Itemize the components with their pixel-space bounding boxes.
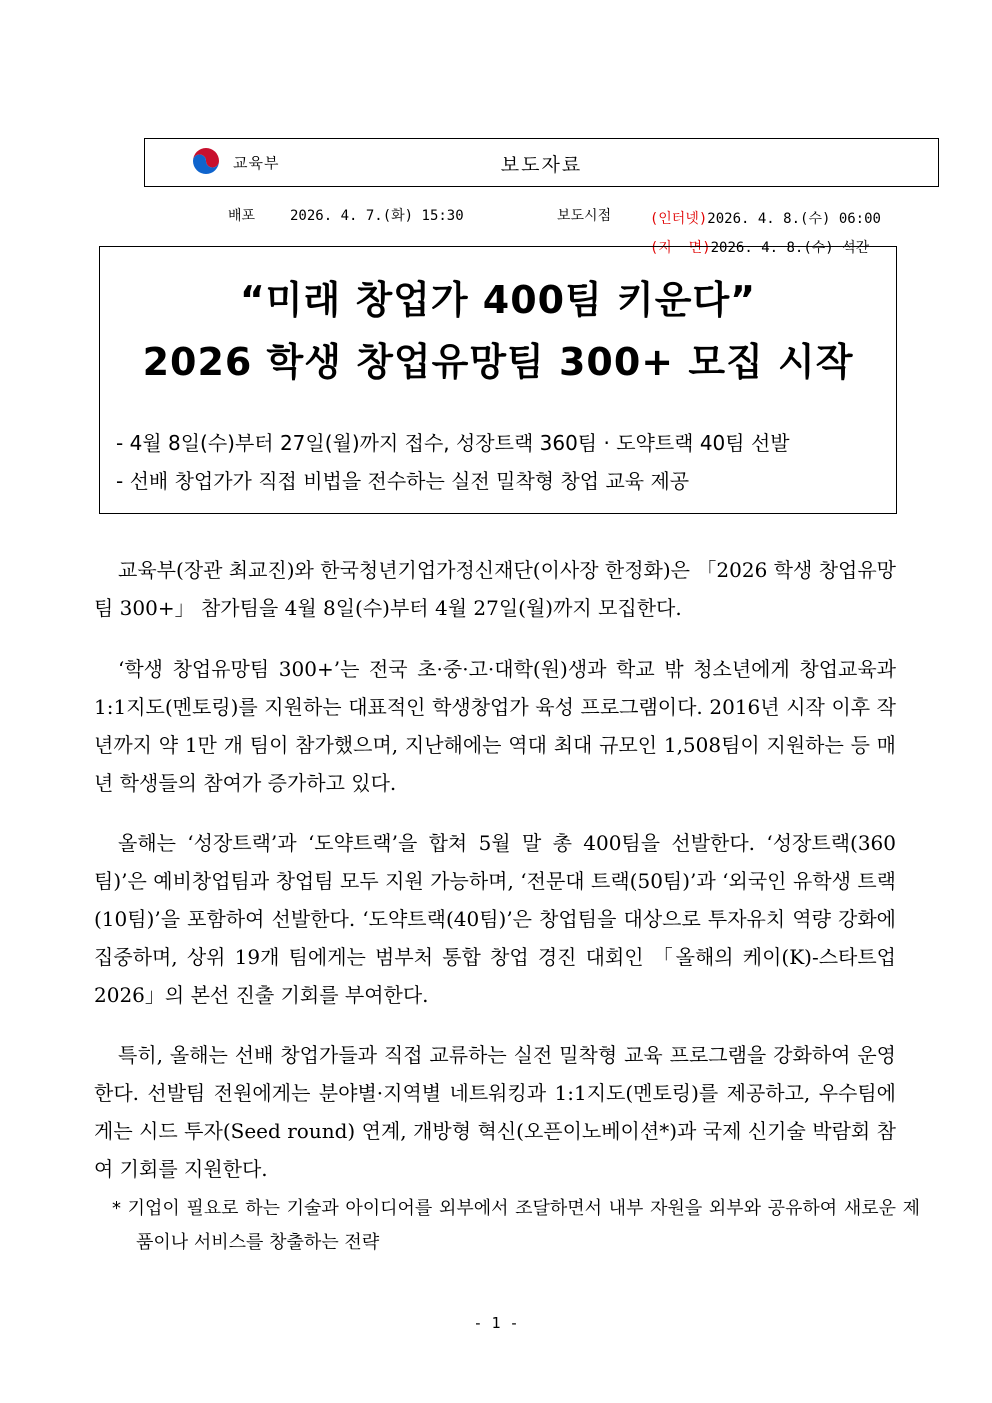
internet-label: (인터넷): [649, 211, 708, 227]
footnote: * 기업이 필요로 하는 기술과 아이디어를 외부에서 조달하면서 내부 자원을 외부와 공유하여 새로운 제품이나 서비스를 창출하는 전략: [112, 1198, 920, 1253]
paper-time: 2026. 4. 8.(수) 석간: [710, 240, 870, 256]
press-release-header: [144, 138, 939, 187]
distribution-time: 2026. 4. 7.(화) 15:30: [290, 208, 464, 224]
body-paragraph-4: 특히, 올해는 선배 창업가들과 직접 교류하는 실전 밀착형 교육 프로그램을 강화하여 운영한다. 선발팀 전원에게는 분야별·지역별 네트워킹과 1:1지도(멘토링)를 제공하고, 우수팀에게는 시드 투자(Seed round) 연계, 개방형 혁신(오픈이노베이션*)과 국제 신기술 박람회 참여 기회를 지원한다.: [94, 1043, 896, 1181]
subtitle-1: - 4월 8일(수)부터 27일(월)까지 접수, 성장트랙 360팀 · 도약트랙 40팀 선발: [116, 431, 790, 455]
headline-line-1: “미래 창업가 400팀 키운다”: [239, 278, 757, 322]
headline-line-2: 2026 학생 창업유망팀 300+ 모집 시작: [142, 340, 854, 384]
ministry-name: 교육부: [233, 154, 280, 172]
body-paragraph-1: 교육부(장관 최교진)와 한국청년기업가정신재단(이사장 한정화)은 「2026 학생 창업유망팀 300+」 참가팀을 4월 8일(수)부터 4월 27일(월)까지 모집한다.: [94, 558, 896, 620]
internet-time: 2026. 4. 8.(수) 06:00: [707, 211, 881, 227]
body-paragraph-3: 올해는 ‘성장트랙’과 ‘도약트랙’을 합쳐 5월 말 총 400팀을 선발한다. ‘성장트랙(360팀)’은 예비창업팀과 창업팀 모두 지원 가능하며, ‘전문대 트랙(50팀)’과 ‘외국인 유학생 트랙(10팀)’을 포함하여 선발한다. ‘도약트랙(40팀)’은 창업팀을 대상으로 투자유치 역량 강화에 집중하며, 상위 19개 팀에게는 범부처 통합 창업 경진 대회인 「올해의 케이(K)-스타트업 2026」의 본선 진출 기회를 부여한다.: [94, 831, 896, 1007]
page-number: - 1 -: [473, 1314, 519, 1332]
subtitle-2: - 선배 창업가가 직접 비법을 전수하는 실전 밀착형 창업 교육 제공: [116, 469, 690, 493]
distribution-label: 배포: [228, 208, 256, 224]
paper-label: (지 면): [649, 240, 711, 256]
document-type: 보도자료: [500, 154, 583, 176]
title-box: [99, 246, 897, 514]
body-paragraph-2: ‘학생 창업유망팀 300+’는 전국 초·중·고·대학(원)생과 학교 밖 청소년에게 창업교육과 1:1지도(멘토링)를 지원하는 대표적인 학생창업가 육성 프로그램이다. 2016년 시작 이후 작년까지 약 1만 개 팀이 참가했으며, 지난해에는 역대 최대 규모인 1,508팀이 지원하는 등 매년 학생들의 참여가 증가하고 있다.: [94, 657, 896, 795]
embargo-label: 보도시점: [557, 208, 612, 224]
